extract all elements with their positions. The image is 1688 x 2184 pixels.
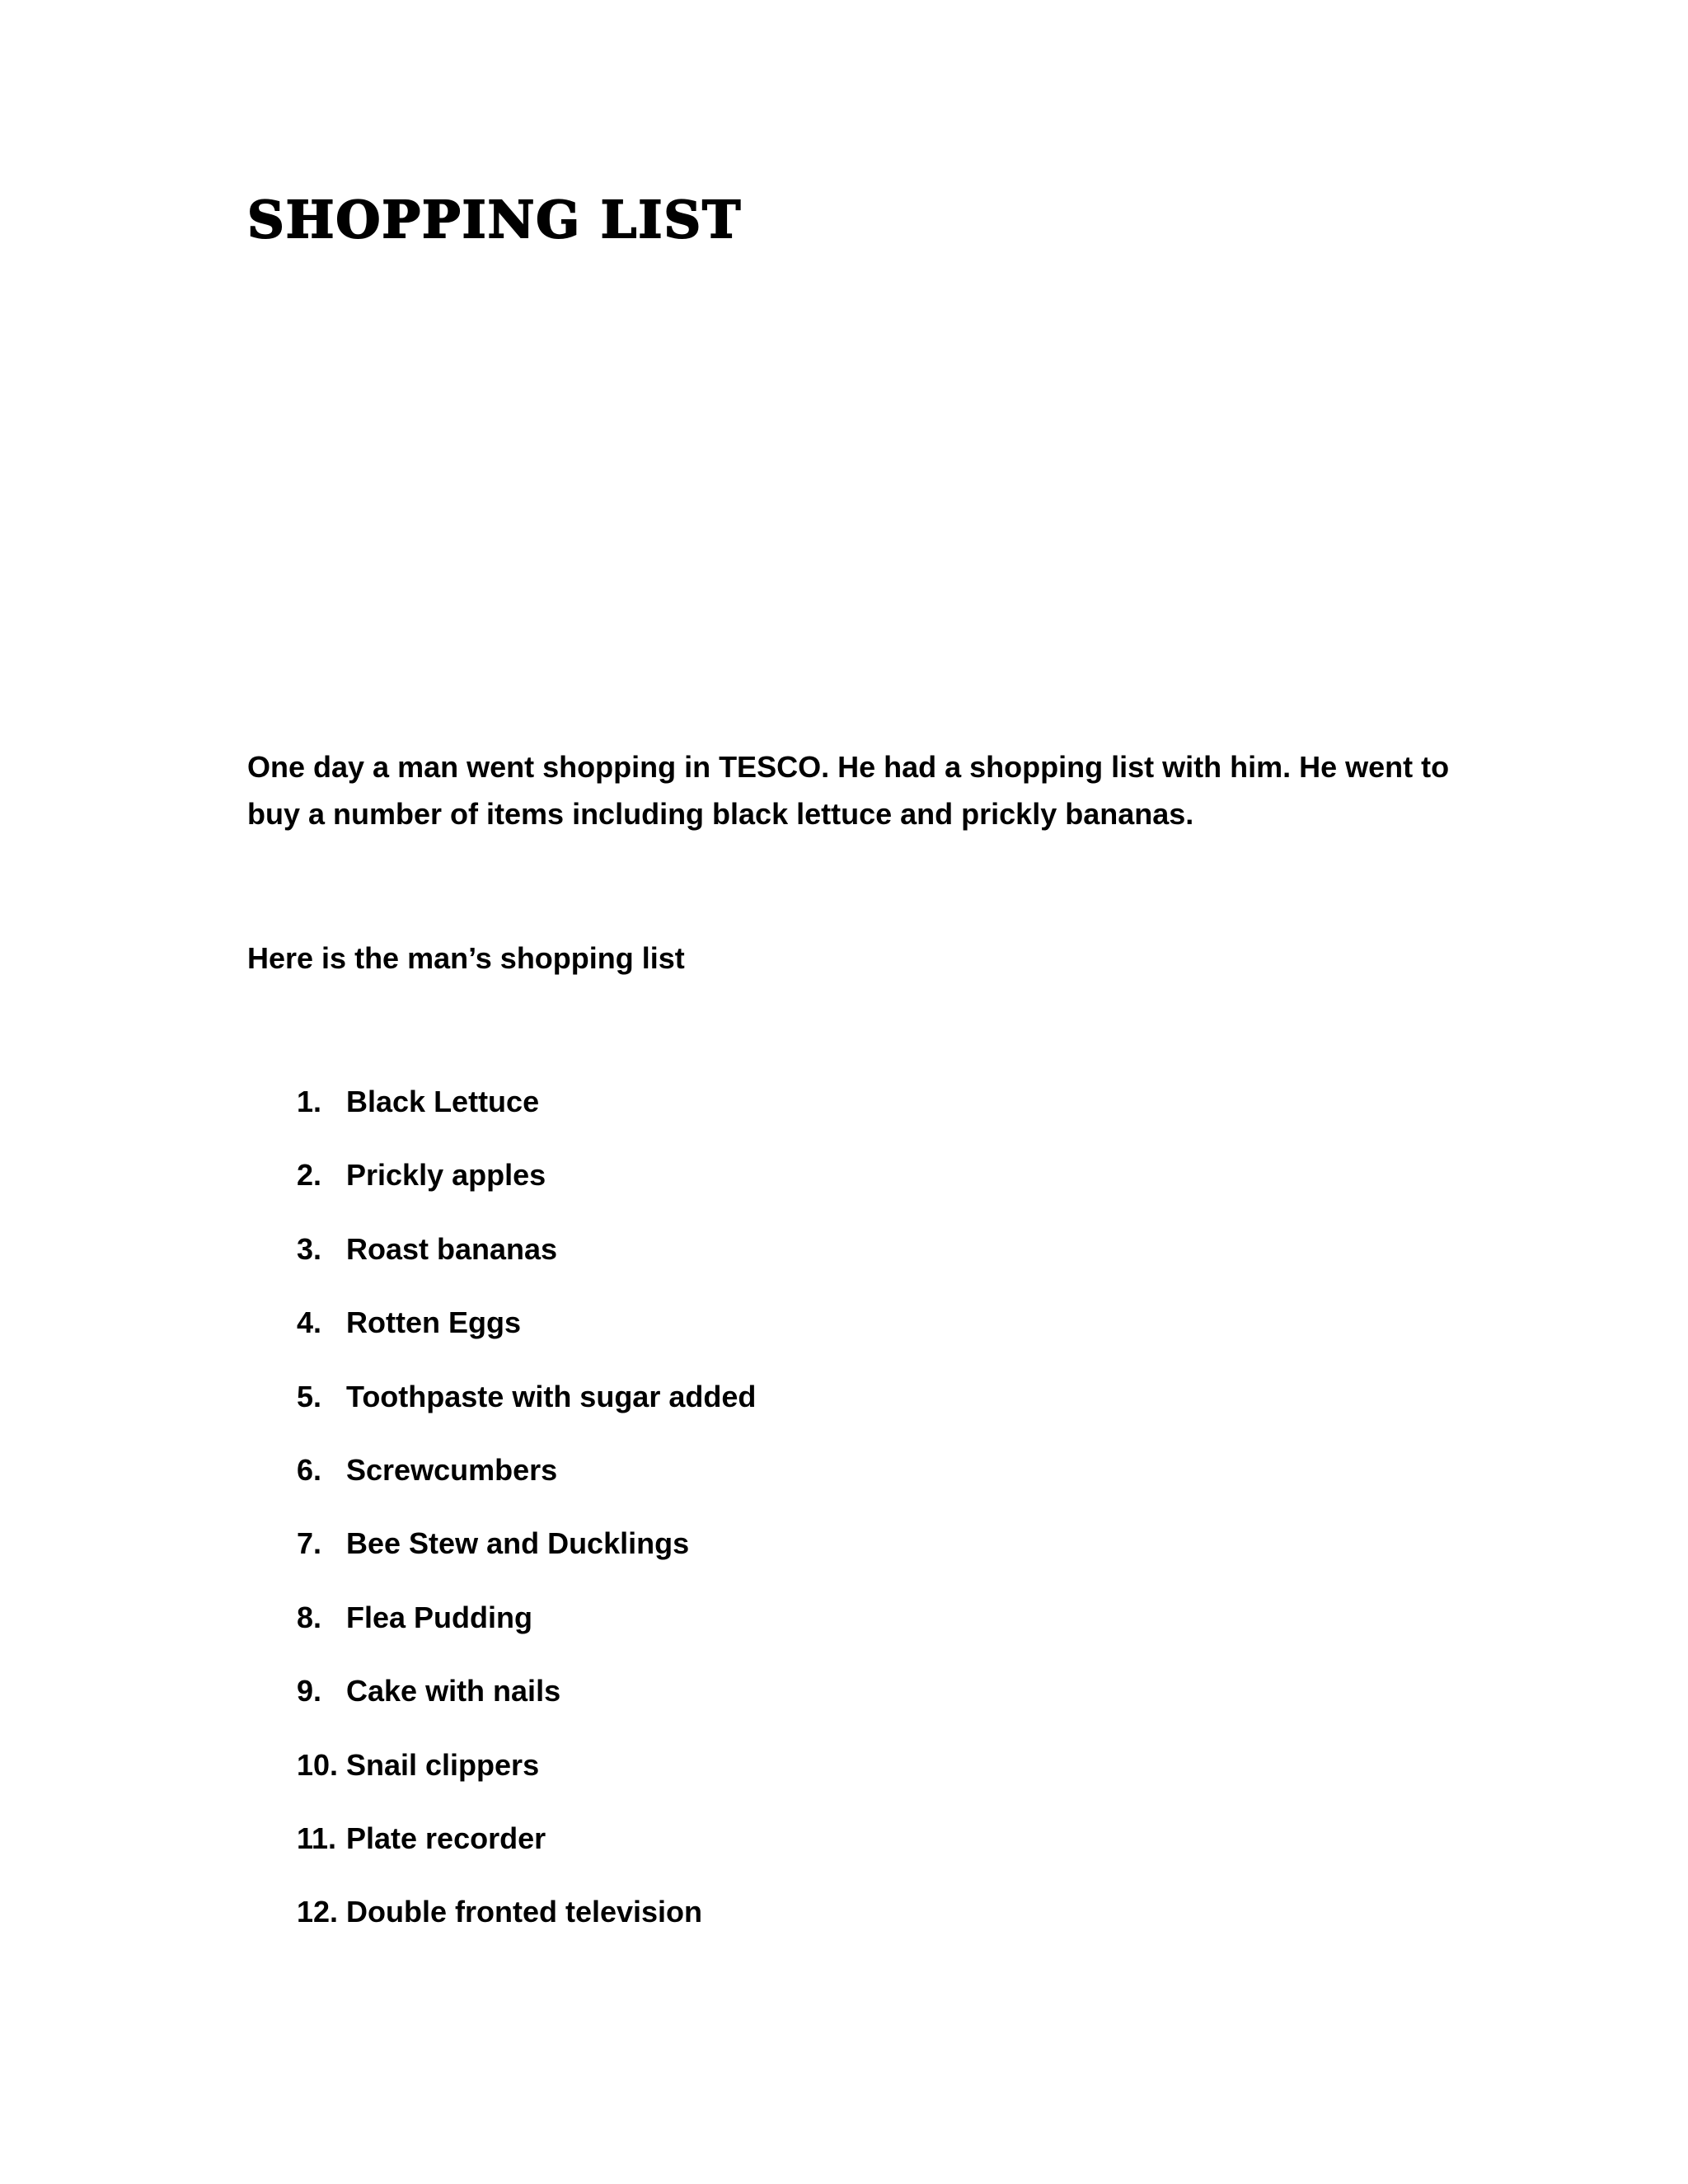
list-item-number: 6. <box>297 1452 322 1487</box>
list-item-number: 1. <box>297 1085 322 1118</box>
list-item-number: 4. <box>297 1305 322 1340</box>
list-item-number: 11. <box>297 1821 337 1855</box>
list-item-number: 8. <box>297 1600 322 1634</box>
list-item-number: 9. <box>297 1674 322 1708</box>
intro-paragraph: One day a man went shopping in TESCO. He had a shopping list with him. He went to buy a number of items including black lettuce and prickly bananas. <box>247 750 1450 831</box>
list-item-text: Double fronted television <box>346 1895 703 1929</box>
list-item-text: Black Lettuce <box>346 1085 540 1118</box>
list-item-text: Snail clippers <box>346 1747 540 1782</box>
list-item-number: 3. <box>297 1231 322 1266</box>
list-item-number: 2. <box>297 1158 322 1193</box>
list-item-text: Flea Pudding <box>346 1600 533 1634</box>
list-lead-paragraph: Here is the man’s shopping list <box>247 941 685 975</box>
list-item-text: Plate recorder <box>346 1821 546 1855</box>
list-item-text: Roast bananas <box>346 1231 558 1266</box>
list-item-text: Screwcumbers <box>346 1452 558 1487</box>
list-item-number: 10. <box>297 1747 339 1782</box>
page-title: SHOPPING LIST <box>247 190 743 250</box>
list-item-text: Toothpaste with sugar added <box>346 1379 757 1413</box>
list-item-text: Rotten Eggs <box>346 1305 521 1340</box>
list-item-number: 5. <box>297 1379 322 1413</box>
list-item-text: Bee Stew and Ducklings <box>346 1526 690 1561</box>
list-item-text: Prickly apples <box>346 1158 546 1193</box>
list-item-number: 7. <box>297 1526 322 1561</box>
list-item-text: Cake with nails <box>346 1674 561 1708</box>
list-item-number: 12. <box>297 1895 339 1929</box>
